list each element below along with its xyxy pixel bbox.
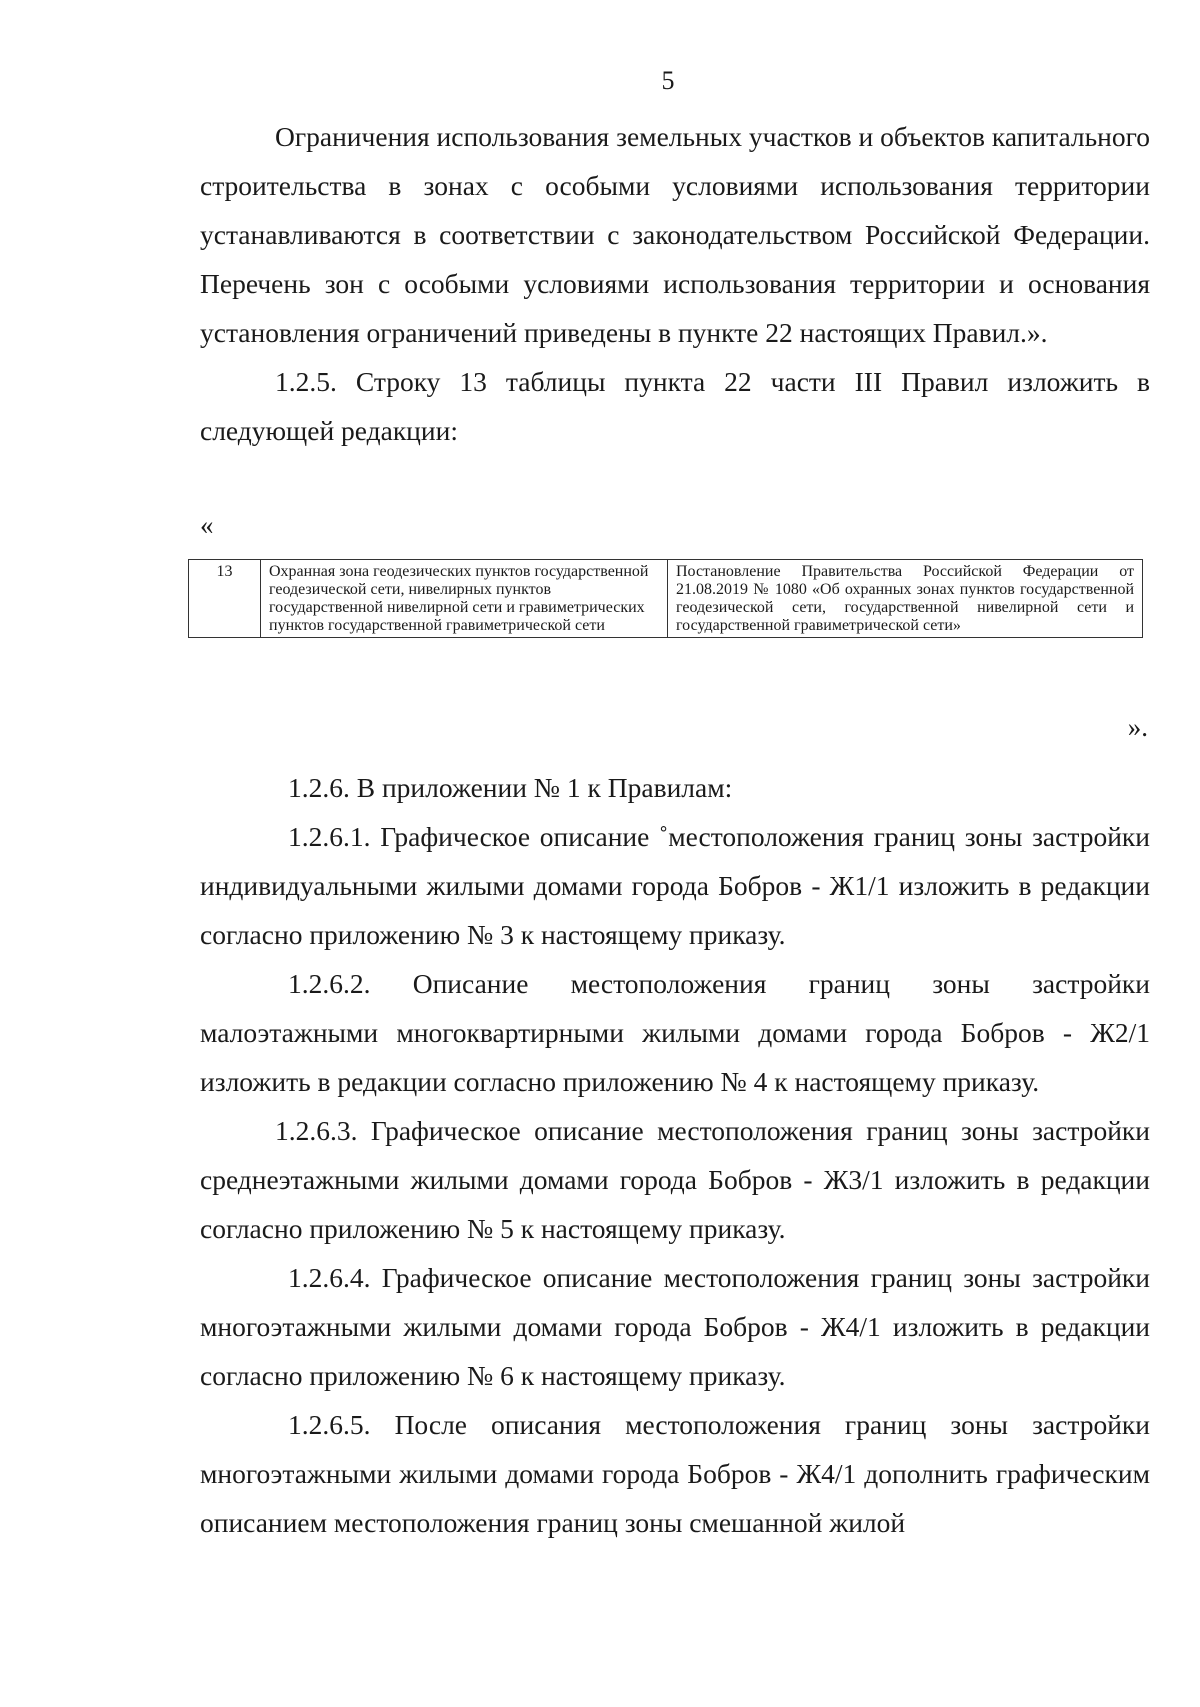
paragraph-1-2-5: 1.2.5. Строку 13 таблицы пункта 22 части III Правил изложить в следующей редакции: bbox=[200, 366, 1150, 446]
paragraph-1-2-6: 1.2.6. В приложении № 1 к Правилам: bbox=[288, 772, 733, 803]
paragraph-1-2-6-2: 1.2.6.2. Описание местоположения границ зоны застройки малоэтажными многоквартирными жилыми домами города Бобров - Ж2/1 изложить в редакции согласно приложению № 4 к настоящему приказу. bbox=[200, 968, 1150, 1097]
zone-name-cell: Охранная зона геодезических пунктов государственной геодезической сети, нивелирных пунктов государственной нивелирной сети и гравиметрических пунктов государственной гравиметрической сети bbox=[261, 560, 668, 638]
table-row bbox=[189, 560, 1143, 638]
row-number-cell: 13 bbox=[189, 560, 261, 638]
opening-quote-mark: « bbox=[200, 510, 214, 540]
text-block-bottom bbox=[200, 763, 1150, 1547]
legal-basis-cell: Постановление Правительства Российской Федерации от 21.08.2019 № 1080 «Об охранных зонах пунктов государственной геодезической сети, государственной нивелирной сети и государственной гравиметрической сети» bbox=[668, 560, 1143, 638]
paragraph-1-2-6-5: 1.2.6.5. После описания местоположения границ зоны застройки многоэтажными жилыми домами города Бобров - Ж4/1 дополнить графическим описанием местоположения границ зоны смешанной жилой bbox=[200, 1409, 1150, 1538]
closing-quote-mark: ». bbox=[1127, 712, 1148, 742]
amended-table bbox=[188, 559, 1143, 638]
paragraph-restrictions: Ограничения использования земельных участков и объектов капитального строительства в зонах с особыми условиями использования территории устанавливаются в соответствии с законодательством Российской Федерации. Перечень зон с особыми условиями использования территории и основания установления ограничений приведены в пункте 22 настоящих Правил.». bbox=[200, 121, 1150, 348]
paragraph-1-2-6-1: 1.2.6.1. Графическое описание ˚местоположения границ зоны застройки индивидуальными жилыми домами города Бобров - Ж1/1 изложить в редакции согласно приложению № 3 к настоящему приказу. bbox=[200, 821, 1150, 950]
page-number: 5 bbox=[661, 66, 675, 95]
paragraph-1-2-6-3: 1.2.6.3. Графическое описание местоположения границ зоны застройки среднеэтажными жилыми домами города Бобров - Ж3/1 изложить в редакции согласно приложению № 5 к настоящему приказу. bbox=[200, 1115, 1150, 1244]
paragraph-1-2-6-4: 1.2.6.4. Графическое описание местоположения границ зоны застройки многоэтажными жилыми домами города Бобров - Ж4/1 изложить в редакции согласно приложению № 6 к настоящему приказу. bbox=[200, 1262, 1150, 1391]
text-block-top bbox=[200, 112, 1150, 455]
